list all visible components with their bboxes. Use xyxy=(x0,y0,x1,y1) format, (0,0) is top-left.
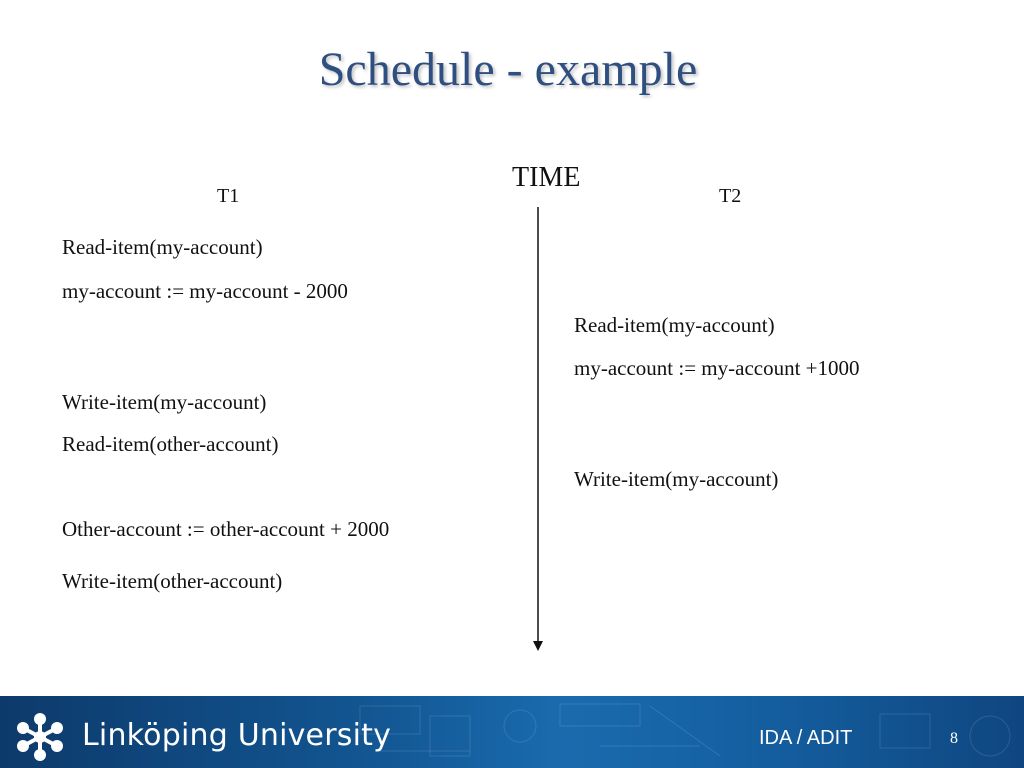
time-label: TIME xyxy=(512,162,581,193)
university-name: Linköping University xyxy=(82,718,392,753)
t1-op: Other-account := other-account + 2000 xyxy=(62,517,390,541)
page-number: 8 xyxy=(950,730,958,747)
t1-op: my-account := my-account - 2000 xyxy=(62,279,348,303)
university-logo-icon xyxy=(10,711,70,763)
time-arrow xyxy=(528,205,548,657)
t2-op: Read-item(my-account) xyxy=(574,313,775,337)
t1-label: T1 xyxy=(217,185,240,207)
t2-label: T2 xyxy=(719,185,742,207)
t1-op: Write-item(my-account) xyxy=(62,390,267,414)
t1-op: Write-item(other-account) xyxy=(62,569,283,593)
department-label: IDA / ADIT xyxy=(759,727,853,749)
t1-op: Read-item(other-account) xyxy=(62,432,279,456)
slide-title: Schedule - example xyxy=(318,43,698,96)
t1-op: Read-item(my-account) xyxy=(62,235,263,259)
t2-op: my-account := my-account +1000 xyxy=(574,356,860,380)
t2-op: Write-item(my-account) xyxy=(574,467,779,491)
